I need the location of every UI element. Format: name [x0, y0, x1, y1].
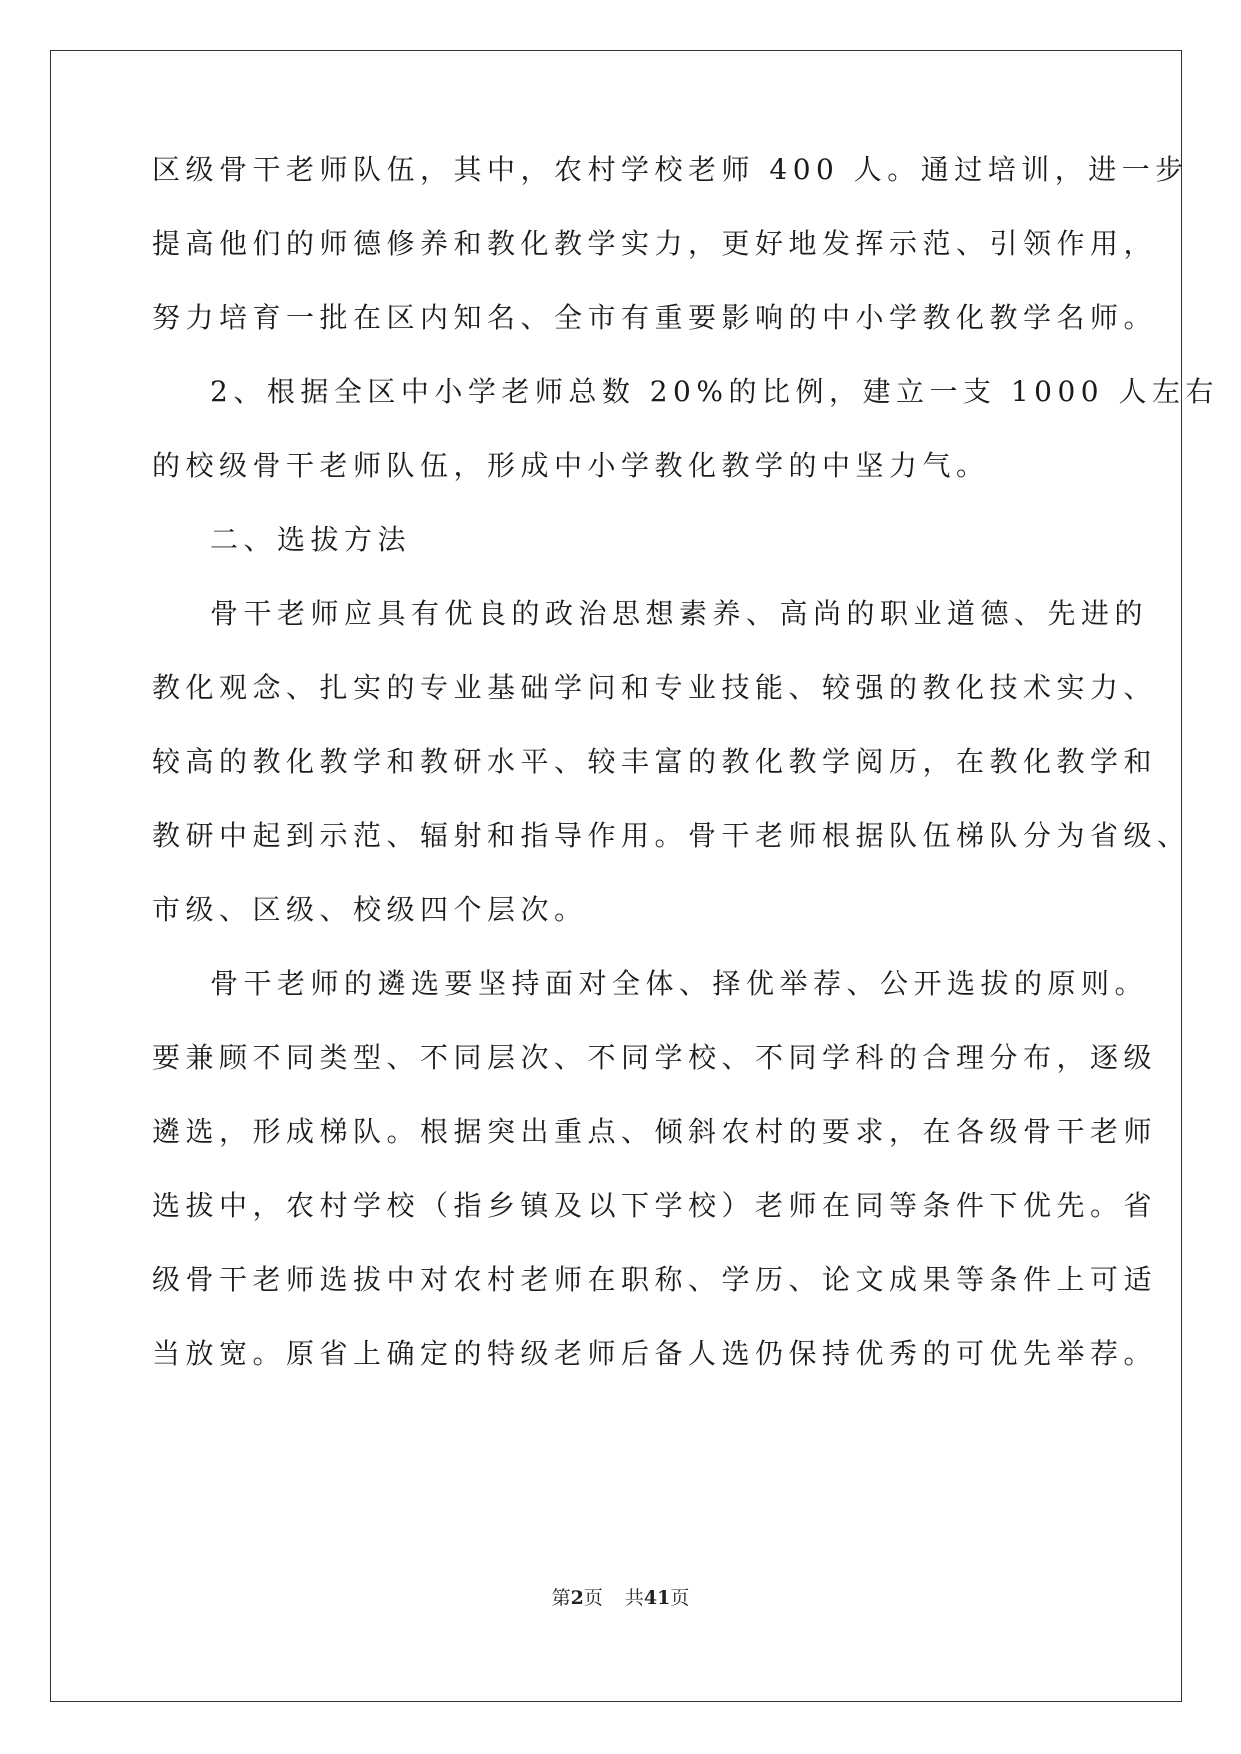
text-line: 教化观念、扎实的专业基础学问和专业技能、较强的教化技术实力、: [152, 671, 1158, 704]
text-line: 选拔中，农村学校（指乡镇及以下学校）老师在同等条件下优先。省: [152, 1189, 1158, 1222]
footer-page-total: 41: [643, 1587, 671, 1609]
text-line: 骨干老师的遴选要坚持面对全体、择优举荐、公开选拔的原则。: [210, 967, 1149, 1000]
text-line: 的校级骨干老师队伍，形成中小学教化教学的中坚力气。: [152, 449, 990, 482]
text-line: 努力培育一批在区内知名、全市有重要影响的中小学教化教学名师。: [152, 301, 1158, 334]
footer-page-current: 2: [570, 1587, 584, 1609]
text-line: 当放宽。原省上确定的特级老师后备人选仍保持优秀的可优先举荐。: [152, 1337, 1158, 1370]
footer-page-prefix: 第: [551, 1587, 571, 1609]
page-footer: [0, 1586, 1241, 1610]
footer-total-prefix: 共: [624, 1587, 644, 1609]
text-line: 较高的教化教学和教研水平、较丰富的教化教学阅历，在教化教学和: [152, 745, 1158, 778]
text-line: 级骨干老师选拔中对农村老师在职称、学历、论文成果等条件上可适: [152, 1263, 1158, 1296]
footer-page-unit: 页: [583, 1587, 603, 1609]
text-line: 提高他们的师德修养和教化教学实力，更好地发挥示范、引领作用，: [152, 227, 1158, 260]
section-heading: 二、选拔方法: [210, 523, 412, 556]
text-line: 2、根据全区中小学老师总数 20%的比例，建立一支 1000 人左右: [210, 375, 1220, 408]
text-line: 教研中起到示范、辐射和指导作用。骨干老师根据队伍梯队分为省级、: [152, 819, 1191, 852]
text-line: 区级骨干老师队伍，其中，农村学校老师 400 人。通过培训，进一步: [152, 153, 1189, 186]
footer-total-unit: 页: [670, 1587, 690, 1609]
text-line: 要兼顾不同类型、不同层次、不同学校、不同学科的合理分布，逐级: [152, 1041, 1158, 1074]
text-line: 骨干老师应具有优良的政治思想素养、高尚的职业道德、先进的: [210, 597, 1149, 630]
text-line: 遴选，形成梯队。根据突出重点、倾斜农村的要求，在各级骨干老师: [152, 1115, 1158, 1148]
text-line: 市级、区级、校级四个层次。: [152, 893, 588, 926]
